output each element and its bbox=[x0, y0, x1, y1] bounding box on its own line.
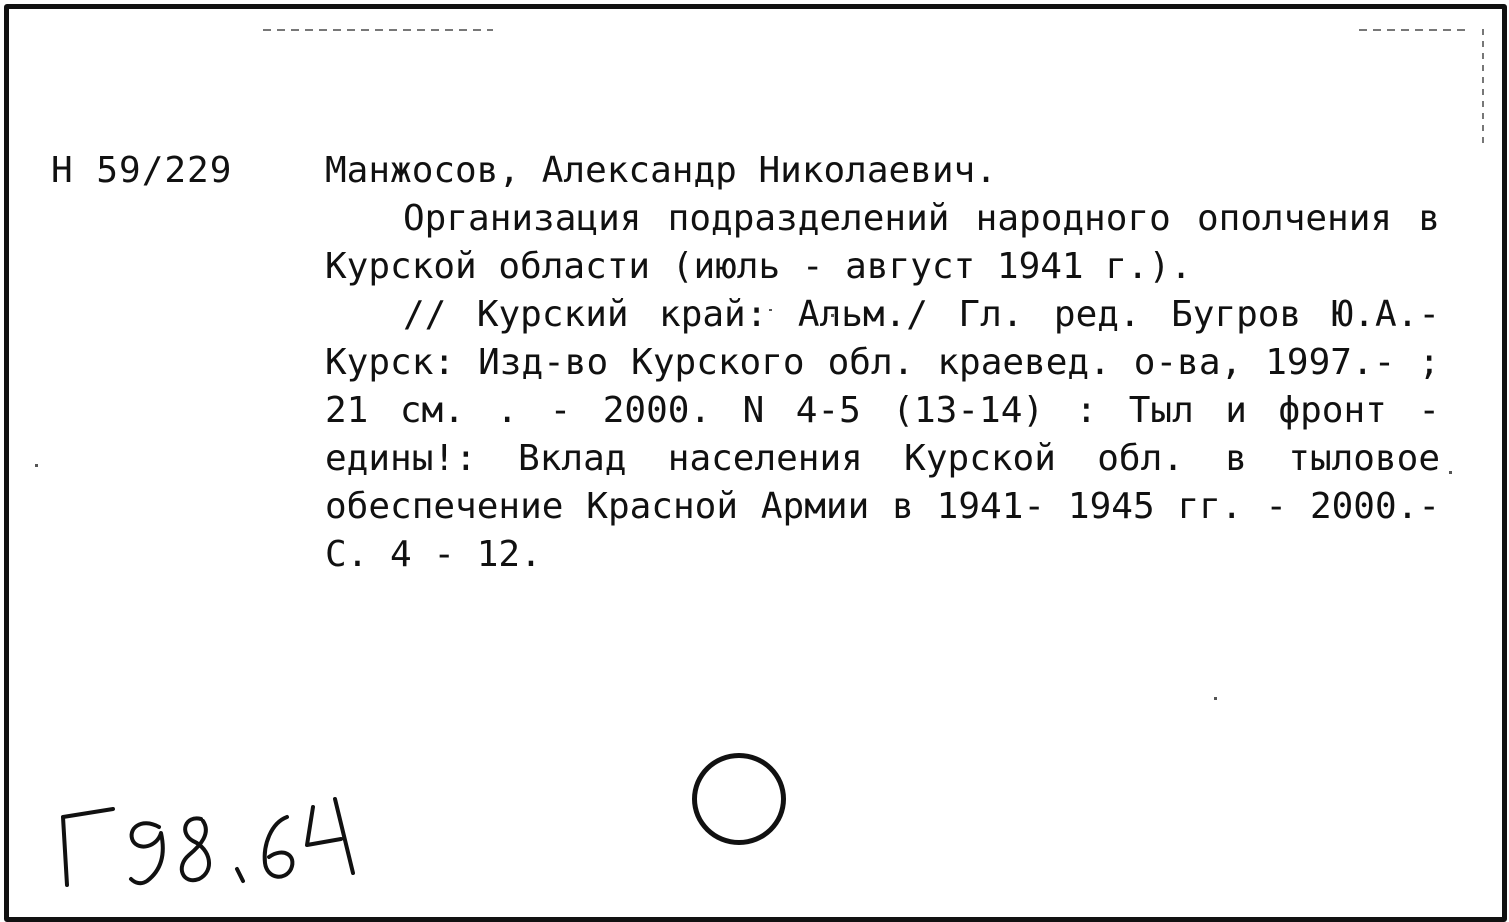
source-paragraph: // Курский край: Альм./ Гл. ред. Бугров Ю.А.- Курск: Изд-во Курского обл. краевед. о-ва, 1997.- ; 21 см. . - 2000. N 4-5 (13-14) : Тыл и фронт - едины!: Вклад населения Курской обл. в тыловое обеспечение Красной Армии в 1941- 1945 гг. - 2000.-С. 4 - 12. bbox=[325, 294, 1440, 575]
top-edge-marks-right bbox=[1359, 29, 1469, 31]
shelf-mark: Н 59/229 bbox=[51, 150, 233, 191]
author-heading: Манжосов, Александр Николаевич. bbox=[325, 150, 997, 191]
handwritten-classification-drawing bbox=[51, 789, 381, 899]
top-edge-marks bbox=[263, 29, 493, 31]
speckle bbox=[35, 464, 38, 467]
punch-hole bbox=[692, 753, 786, 845]
title-paragraph: Организация подразделений народного ополчения в Курской области (июль - август 1941 г.). bbox=[325, 198, 1440, 287]
catalog-card bbox=[4, 4, 1507, 922]
speckle bbox=[1449, 471, 1452, 474]
handwritten-classification bbox=[51, 789, 381, 899]
right-edge-marks bbox=[1482, 29, 1484, 149]
bibliographic-entry bbox=[325, 147, 1440, 579]
speckle bbox=[1214, 697, 1217, 700]
